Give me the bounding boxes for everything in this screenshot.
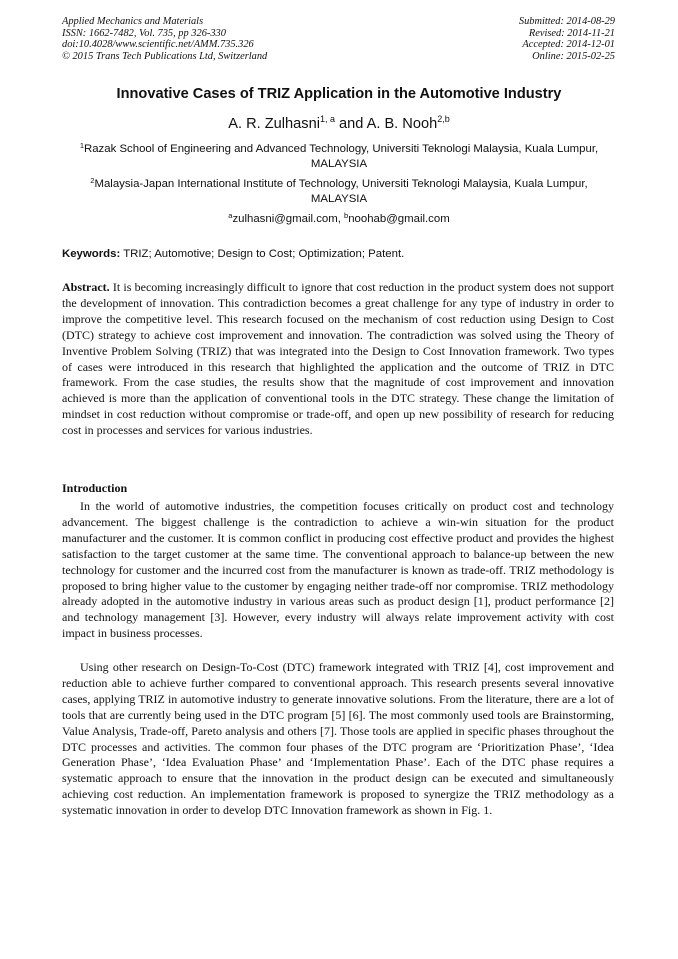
- journal-issn: ISSN: 1662-7482, Vol. 735, pp 326-330: [62, 27, 226, 39]
- submitted-date: Submitted: 2014-08-29: [518, 16, 615, 27]
- keywords: [62, 248, 616, 260]
- affiliation-1: [70, 142, 608, 172]
- affiliation-2: [70, 177, 608, 207]
- author-1-affil-mark: 1, a: [319, 114, 335, 124]
- online-date: Online: 2015-02-25: [532, 50, 615, 62]
- paper-title: Innovative Cases of TRIZ Application in the Automotive Industry: [116, 86, 562, 102]
- abstract-label: Abstract.: [62, 280, 110, 294]
- journal-copyright: © 2015 Trans Tech Publications Ltd, Switzerland: [62, 50, 268, 62]
- author-1: A. R. Zulhasni: [228, 116, 320, 132]
- section-heading-introduction: Introduction: [62, 481, 128, 495]
- affiliation-1-mark: 1: [79, 141, 84, 150]
- accepted-date: Accepted: 2014-12-01: [522, 39, 615, 51]
- revised-date: Revised: 2014-11-21: [528, 27, 615, 39]
- email-b: noohab@gmail.com: [348, 213, 450, 225]
- email-a-mark: a: [228, 211, 233, 220]
- introduction-paragraph-2: Using other research on Design-To-Cost (DTC) framework integrated with TRIZ [4], cost improvement and reduction able to achieve further compared to conventional approach. This research presents several innovative cases, applying TRIZ in automotive industry to generate innovative solutions. From the literature, there are a lot of tools that are currently being used in the DTC program [5] [6]. The most commonly used tools are Brainstorming, Value Analysis, Trade-off, Pareto analysis and others [7]. Those tools are applied in specific phases throughout the DTC processes and activities. The common four phases of the DTC program are ‘Prioritization Phase’, ‘Idea Generation Phase’, ‘Idea Evaluation Phase’ and ‘Implementation Phase’. Each of the DTC phase requires a systematic approach to ensure that the innovation in the product design can be executed and simultaneously achieving cost reduction. An implementation framework is proposed to synergize the TRIZ methodology as a systematic innovation in order to develop DTC Innovation framework as shown in Fig. 1.: [62, 660, 614, 818]
- affiliation-1-text: Razak School of Engineering and Advanced Technology, Universiti Teknologi Malaysia, Kuala Lumpur, MALAYSIA: [84, 143, 599, 170]
- journal-doi: doi:10.4028/www.scientific.net/AMM.735.326: [62, 39, 254, 51]
- introduction-paragraph-1: In the world of automotive industries, the competition focuses critically on product cost and technology advancement. The biggest challenge is the contradiction to achieve a win-win situation for the product manufacturer and the customer. It is common conflict in producing cost effective product and provides the highest satisfaction to the target customer at the same time. The conventional approach to balance-up between the new technology for customer and the incurred cost from the manufacturer is known as trade-off. TRIZ methodology is proposed to bring higher value to the customer by engaging neither trade-off nor compromise. TRIZ methodology already adopted in the automotive industry in various areas such as product design [1], product performance [2] and technology management [3]. However, every industry will always relate improvement activity with cost impact in business processes.: [62, 499, 614, 641]
- author-connector: and: [334, 116, 367, 132]
- affiliation-2-mark: 2: [90, 176, 95, 185]
- author-2-affil-mark: 2,b: [437, 114, 450, 124]
- keywords-label: Keywords:: [62, 248, 121, 260]
- email-a: zulhasni@gmail.com,: [232, 213, 345, 225]
- abstract-text: It is becoming increasingly difficult to ignore that cost reduction in the product system does not support the development of innovation. This contradiction becomes a great challenge for any type of industry in order to improve the competitive level. This research focused on the mechanism of cost reduction using Design to Cost (DTC) strategy to achieve cost improvement and innovation. The contradiction was solved using the Theory of Inventive Problem Solving (TRIZ) that was integrated into the Design to Cost Innovation framework. Two types of cases were introduced in this research that highlighted the application and the outcome of TRIZ in DTC framework. From the case studies, the results show that the magnitude of cost improvement and innovation achieved is more than the application of conventional tools in the DTC strategy. These change the limitation of mindset in cost reduction without compromise or trade-off, and open up new possibility of research for reducing cost in processes and services for various industries.: [62, 280, 614, 438]
- abstract: [62, 280, 614, 439]
- author-line: [0, 116, 678, 132]
- author-2: A. B. Nooh: [366, 116, 438, 132]
- email-b-mark: b: [344, 211, 349, 220]
- journal-name: Applied Mechanics and Materials: [62, 16, 204, 27]
- publication-dates: [519, 16, 615, 62]
- keywords-text: TRIZ; Automotive; Design to Cost; Optimization; Patent.: [120, 248, 405, 260]
- affiliation-2-text: Malaysia-Japan International Institute of Technology, Universiti Teknologi Malaysia, Kuala Lumpur, MALAYSIA: [94, 178, 588, 205]
- journal-info: [62, 16, 267, 62]
- author-emails: [70, 212, 608, 227]
